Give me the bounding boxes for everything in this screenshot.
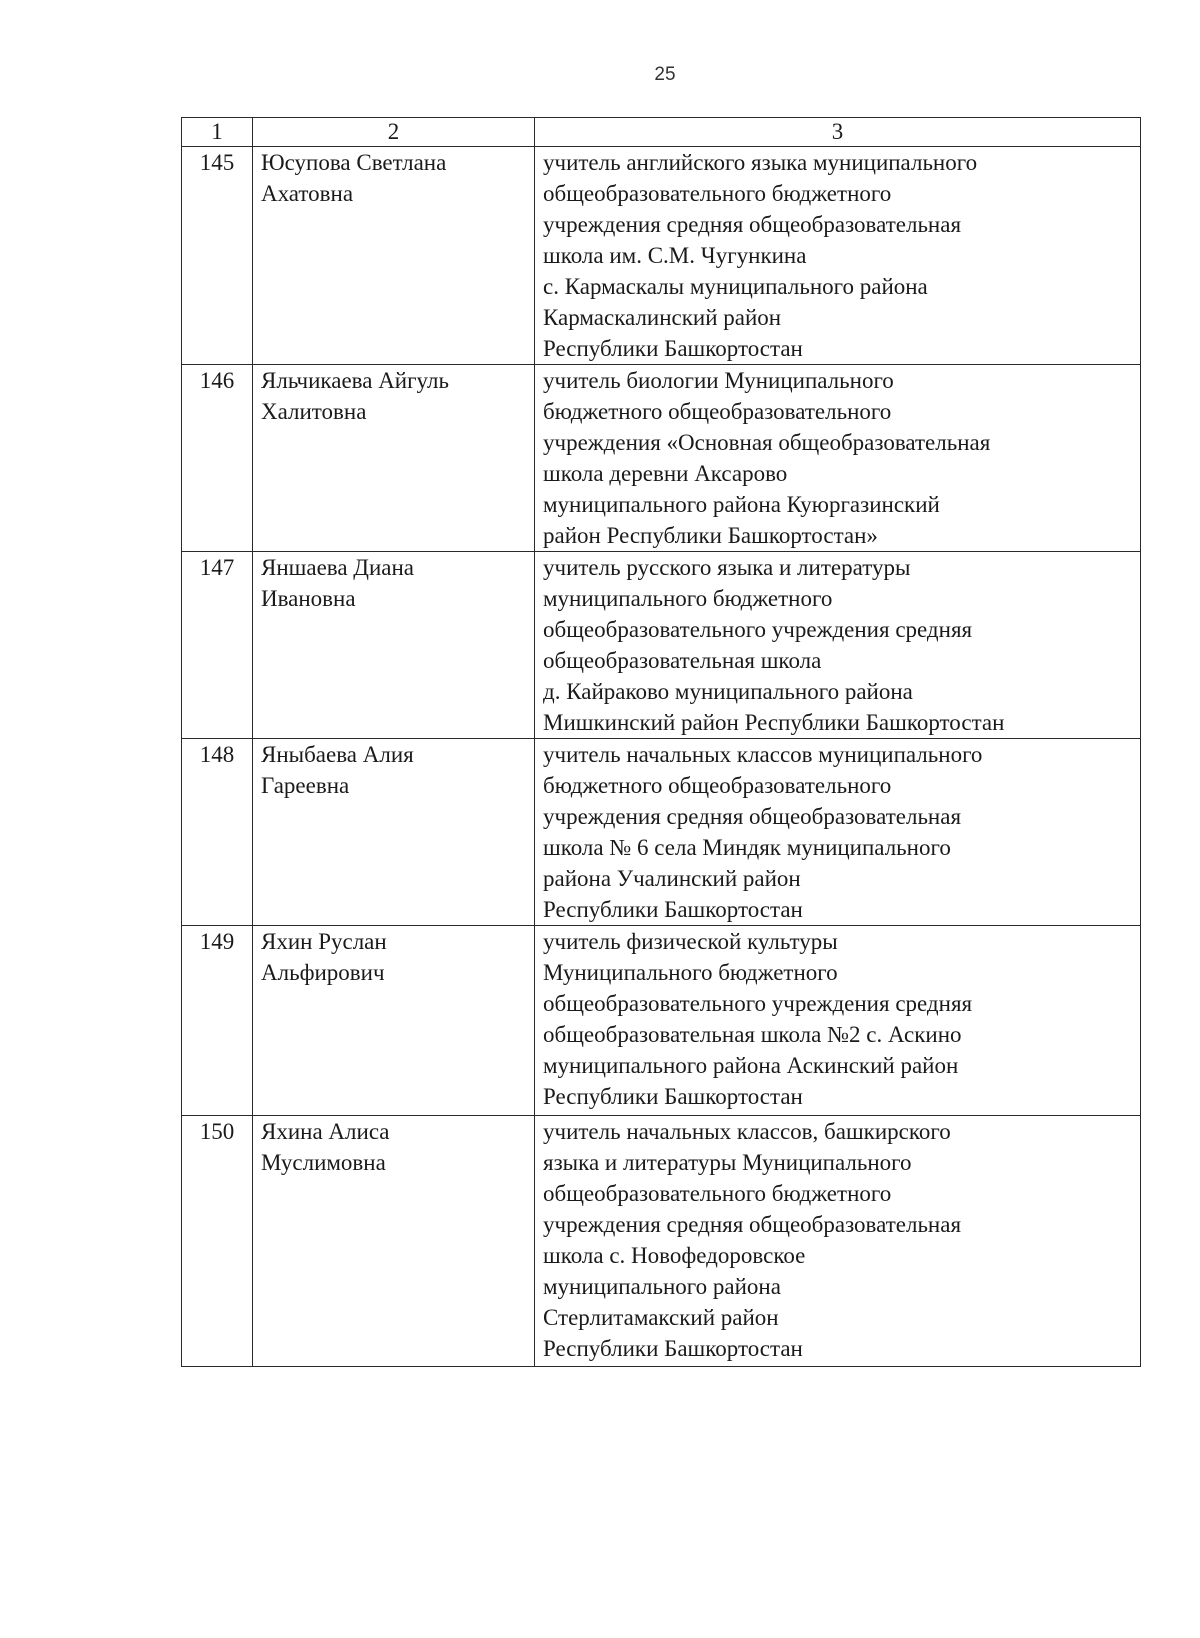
person-name: [253, 147, 535, 365]
name-line: Халитовна: [261, 399, 367, 424]
table-row: [182, 1116, 1141, 1367]
description-line: муниципального района: [543, 1274, 781, 1299]
description-line: школа № 6 села Миндяк муниципального: [543, 835, 951, 860]
description-line: общеобразовательная школа №2 с. Аскино: [543, 1022, 962, 1047]
position-description: [535, 1116, 1141, 1367]
table-row: [182, 926, 1141, 1116]
row-number: 146: [182, 365, 253, 552]
name-line: Яхин Руслан: [261, 929, 387, 954]
person-name: [253, 552, 535, 739]
description-line: общеобразовательного учреждения средняя: [543, 991, 973, 1016]
name-line: Яльчикаева Айгуль: [261, 368, 449, 393]
description-line: Кармаскалинский район: [543, 305, 782, 330]
table-row: [182, 365, 1141, 552]
description-line: учреждения средняя общеобразовательная: [543, 212, 962, 237]
description-line: общеобразовательная школа: [543, 648, 822, 673]
description-line: школа с. Новофедоровское: [543, 1243, 806, 1268]
description-line: школа им. С.М. Чугункина: [543, 243, 807, 268]
row-number: 150: [182, 1116, 253, 1367]
description-line: Республики Башкортостан: [543, 1336, 803, 1361]
description-line: Республики Башкортостан: [543, 336, 803, 361]
column-header-name: 2: [253, 118, 535, 147]
name-line: Муслимовна: [261, 1150, 386, 1175]
column-header-position: 3: [535, 118, 1141, 147]
description-line: общеобразовательного бюджетного: [543, 1181, 892, 1206]
name-line: Ивановна: [261, 586, 356, 611]
description-line: учитель начальных классов, башкирского: [543, 1119, 951, 1144]
description-line: учреждения «Основная общеобразовательная: [543, 430, 991, 455]
person-name: [253, 1116, 535, 1367]
table-row: [182, 739, 1141, 926]
description-line: Мишкинский район Республики Башкортостан: [543, 710, 1005, 735]
row-number: 147: [182, 552, 253, 739]
person-name: [253, 739, 535, 926]
description-line: бюджетного общеобразовательного: [543, 773, 892, 798]
name-line: Яншаева Диана: [261, 555, 415, 580]
table-row: [182, 147, 1141, 365]
description-line: муниципального района Аскинский район: [543, 1053, 959, 1078]
person-name: [253, 365, 535, 552]
position-description: [535, 926, 1141, 1116]
description-line: Муниципального бюджетного: [543, 960, 838, 985]
description-line: муниципального района Куюргазинский: [543, 492, 940, 517]
table-row: [182, 552, 1141, 739]
name-line: Яныбаева Алия: [261, 742, 414, 767]
name-line: Гареевна: [261, 773, 350, 798]
description-line: Республики Башкортостан: [543, 897, 803, 922]
description-line: учреждения средняя общеобразовательная: [543, 1212, 962, 1237]
page-number: 25: [654, 64, 676, 85]
description-line: Стерлитамакский район: [543, 1305, 779, 1330]
description-line: учитель биологии Муниципального: [543, 368, 894, 393]
description-line: учитель английского языка муниципального: [543, 150, 978, 175]
description-line: д. Кайраково муниципального района: [543, 679, 913, 704]
description-line: учитель начальных классов муниципального: [543, 742, 983, 767]
description-line: общеобразовательного бюджетного: [543, 181, 892, 206]
description-line: муниципального бюджетного: [543, 586, 833, 611]
description-line: общеобразовательного учреждения средняя: [543, 617, 973, 642]
position-description: [535, 552, 1141, 739]
name-line: Альфирович: [261, 960, 385, 985]
description-line: языка и литературы Муниципального: [543, 1150, 912, 1175]
name-line: Яхина Алиса: [261, 1119, 390, 1144]
table-header-row: [182, 118, 1141, 147]
name-line: Ахатовна: [261, 181, 354, 206]
name-line: Юсупова Светлана: [261, 150, 447, 175]
description-line: учреждения средняя общеобразовательная: [543, 804, 962, 829]
description-line: района Учалинский район: [543, 866, 801, 891]
description-line: Республики Башкортостан: [543, 1084, 803, 1109]
description-line: школа деревни Аксарово: [543, 461, 788, 486]
column-header-number: 1: [182, 118, 253, 147]
description-line: учитель физической культуры: [543, 929, 838, 954]
row-number: 145: [182, 147, 253, 365]
description-line: район Республики Башкортостан»: [543, 523, 878, 548]
description-line: бюджетного общеобразовательного: [543, 399, 892, 424]
position-description: [535, 365, 1141, 552]
person-name: [253, 926, 535, 1116]
position-description: [535, 739, 1141, 926]
description-line: с. Кармаскалы муниципального района: [543, 274, 928, 299]
row-number: 148: [182, 739, 253, 926]
participants-table: [181, 117, 1141, 1367]
position-description: [535, 147, 1141, 365]
row-number: 149: [182, 926, 253, 1116]
description-line: учитель русского языка и литературы: [543, 555, 911, 580]
